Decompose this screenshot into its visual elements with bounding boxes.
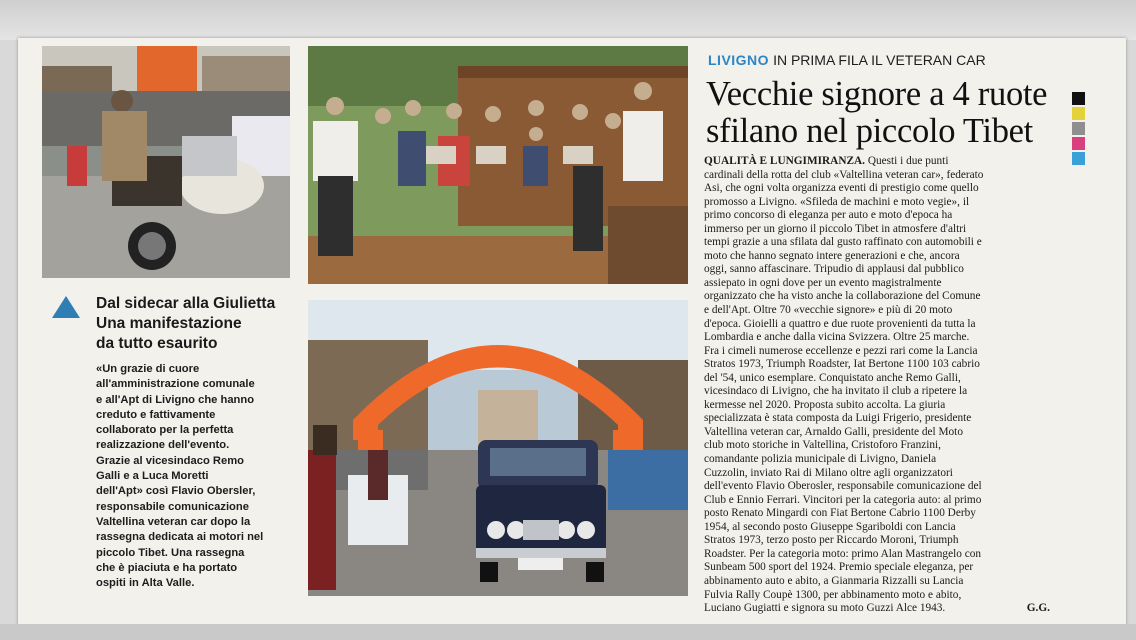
photo-sidecar-motorcycle <box>42 46 290 278</box>
triangle-bullet-icon <box>52 296 80 318</box>
article-signature: G.G. <box>1026 602 1050 615</box>
sidebar-title <box>96 294 301 354</box>
sidebar-body-line: «Un grazie di cuore <box>96 363 200 375</box>
headline-line: sfilano nel piccolo Tibet <box>706 112 1033 150</box>
sidebar-body-line: e all'Apt di Livigno che hanno <box>96 393 255 406</box>
article-line: assiepato in ogni dove per un evento magistralmente <box>704 276 942 289</box>
article-line: specializzata è stata composta da Luigi Frigerio, presidente <box>704 412 972 425</box>
sidebar-body-line: che è piaciuta e ha portato <box>96 561 238 574</box>
scan-background-top <box>0 0 1136 40</box>
article-line: Stratos 1973, terzo posto per Riccardo Moroni, Triumph <box>704 534 959 547</box>
sidebar-title-line: Una manifestazione <box>96 315 242 332</box>
kicker-text: IN PRIMA FILA IL VETERAN CAR <box>773 52 986 68</box>
article-last-line-text: Luciano Gugiatti e signora su moto Guzzi Alce 1943. <box>704 602 946 615</box>
sidebar-body-line: rassegna dedicata ai motori nel <box>96 531 264 544</box>
article-line: club moto storiche in Valtellina, Cristoforo Franzini, <box>704 439 941 452</box>
sidebar-body-line: dell'Apt» così Flavio Obersler, <box>96 485 256 498</box>
sidebar-body-line: piccolo Tibet. Una rassegna <box>96 546 245 559</box>
article-line: Fulvia Rally Coupè 1300, per abbinamento moto e abito, <box>704 588 962 601</box>
article-line: moto che hanno segnato intere generazioni e che, ancora <box>704 249 960 262</box>
article-first-line <box>704 155 1050 169</box>
article-line: del '54, unico esemplare. Conquistato anche Remo Galli, <box>704 371 961 384</box>
article-headline <box>706 76 1066 150</box>
scan-background-bottom <box>0 624 1136 640</box>
sidebar-body-line: all'amministrazione comunale <box>96 378 255 391</box>
article-line: Lombardia e anche dalla vicina Svizzera. Oltre 25 marche. <box>704 331 970 344</box>
sidebar-body-line: creduto e fattivamente <box>96 408 216 421</box>
headline-line: Vecchie signore a 4 ruote <box>706 75 1048 113</box>
color-swatch <box>1072 152 1085 165</box>
color-swatch <box>1072 137 1085 150</box>
article-line: Fra i cimeli numerose eccellenze e pezzi rari come la Lancia <box>704 344 978 357</box>
article-lead: QUALITÀ E LUNGIMIRANZA. <box>704 155 865 167</box>
article-body <box>704 155 1050 616</box>
article-line: Asi, che ogni volta organizza eventi di prestigio come quello <box>704 182 979 195</box>
sidebar-title-line: da tutto esaurito <box>96 335 218 352</box>
sidebar-body-line: Valtellina veteran car dopo la <box>96 515 251 528</box>
sidebar-title-line: Dal sidecar alla Giulietta <box>96 295 276 312</box>
article-last-line <box>704 602 1050 616</box>
photo-finish-arch-car <box>308 300 688 596</box>
article-line: vicesindaco di Livigno, che ha invitato il club a ripetere la <box>704 385 968 398</box>
article-line: Cuzzolin, inviato Rai di Milano oltre agli organizzatori <box>704 466 953 479</box>
article-line: d'epoca. Gioielli a quattro e due ruote provenienti da tutta la <box>704 317 976 330</box>
article-line: Stratos 1973, Triumph Roadster, Iat Bertone 1100 103 cabrio <box>704 358 980 371</box>
article-line: dell'evento Flavio Oberosler, responsabile comunicazione del <box>704 480 982 493</box>
article-line: Club e Ennio Ferrari. Vincitori per la categoria auto: al primo <box>704 493 982 506</box>
article-line: posto Renato Mingardi con Fiat Bertone Cabrio 1100 Derby <box>704 507 976 520</box>
article-line: immerso per un giorno il piccolo Tibet in atmosfere d'altri <box>704 222 967 235</box>
article-line: cardinali della rotta del club «Valtellina veteran car», federato <box>704 168 984 181</box>
article-line: e dell'Apt. Oltre 70 «vecchie signore» e più di 20 moto <box>704 304 953 317</box>
article-line: tempi grazie a una sfilata dal gusto raffinato con automobili e <box>704 236 982 249</box>
article-line: 1954, al secondo posto Giuseppe Sgariboldi con Lancia <box>704 520 956 533</box>
article-line: kermesse nel 2020. Proposta subito accolta. La giuria <box>704 398 946 411</box>
photo-club-group <box>308 46 688 284</box>
article-kicker <box>708 52 1108 68</box>
article-line: Sunbeam 500 sport del 1924. Premio speciale eleganza, per <box>704 561 974 574</box>
article-line: comandante polizia municipale di Livigno, Daniela <box>704 453 937 466</box>
sidebar-body-line: collaborato per la perfetta <box>96 424 234 437</box>
article-first-line-rest: Questi i due punti <box>865 155 949 167</box>
kicker-place: LIVIGNO <box>708 52 770 68</box>
article-line: abbinamento auto e abito, a Gianmaria Rizzalli su Lancia <box>704 574 964 587</box>
color-swatch <box>1072 107 1085 120</box>
article-line: oggi, sanno affascinare. Tripudio di applausi dal pubblico <box>704 263 964 276</box>
article-line: organizzato che ha visto anche la collaborazione del Comune <box>704 290 981 303</box>
article-line: primo concorso di eleganza per auto e moto d'epoca ha <box>704 209 953 222</box>
article-line: Roadster. Per la categoria moto: primo Alan Mastrangelo con <box>704 547 982 560</box>
sidebar-body-line: Galli e a Luca Moretti <box>96 470 209 483</box>
sidebar-body-line: Grazie al vicesindaco Remo <box>96 454 244 467</box>
sidebar-body <box>96 362 301 591</box>
sidebar-body-line: responsabile comunicazione <box>96 500 249 513</box>
article-line: Valtellina veteran car, Arnaldo Galli, presidente del Moto <box>704 425 963 438</box>
article-line: promosso a Livigno. «Sfileda de machini e moto vegie», il <box>704 195 970 208</box>
sidebar-body-line: realizzazione dell'evento. <box>96 439 230 452</box>
color-swatch <box>1072 92 1085 105</box>
color-swatch <box>1072 122 1085 135</box>
color-registration-bar <box>1072 92 1085 167</box>
sidebar-body-line: ospiti in Alta Valle. <box>96 577 195 590</box>
